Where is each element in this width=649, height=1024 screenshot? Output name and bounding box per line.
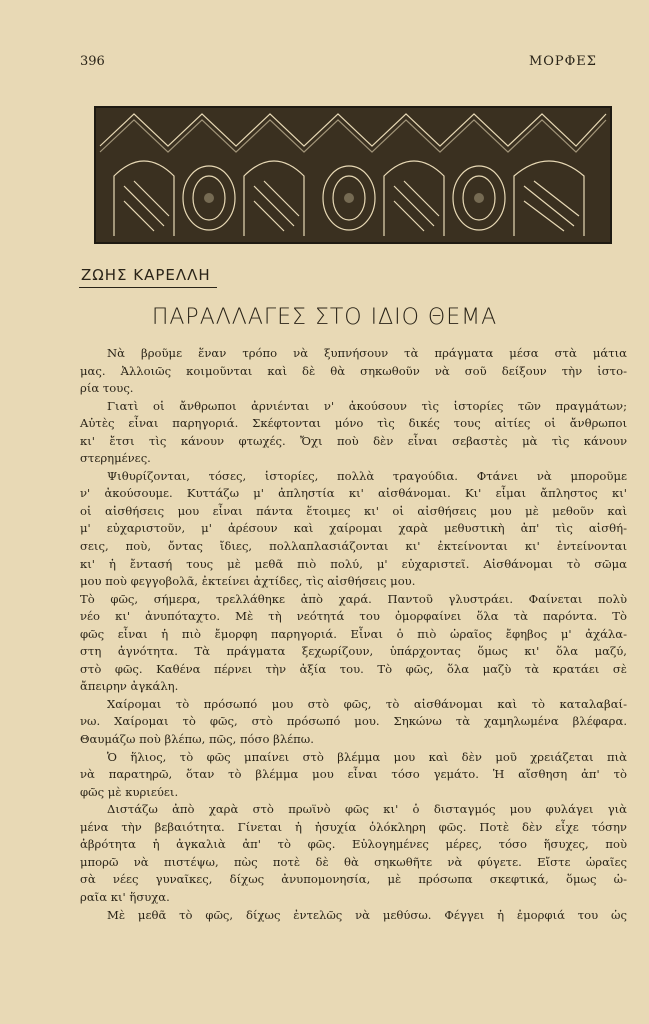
text-line: Γιατὶ οἱ ἄνθρωποι ἀρνιένται ν' ἀκούσουν τὶς ἱστορίες τῶν πραγμάτων; [107,398,627,413]
ornamental-frieze-icon [94,106,612,244]
text-line: νω. Χαίρομαι τὸ φῶς, στὸ πρόσωπό μου. Σηκώνω τὰ χαμηλωμένα βλέφαρα. [80,714,627,729]
text-line: κι' ἡ ἔντασή τους μὲ μεθᾶ πιὸ πολύ, μ' εὐχαριστεῖ. Αἰσθάνομαι τὸ σῶμα [80,556,627,571]
text-line: Αὐτὲς εἶναι παρηγοριά. Σκέφτονται μόνο τὶς δικές τους αἰτίες οἱ ἄνθρωποι [80,416,627,431]
text-line: ἀβρότητα ἡ ἀγκαλιὰ ἀπ' τὸ φῶς. Εὐλογημένες μέρες, τόσο ἥσυχες, ποὺ [80,837,627,852]
text-line: Τὸ φῶς, σήμερα, τρελλάθηκε ἀπὸ χαρά. Παντοῦ γλυστράει. Φαίνεται πολὺ [80,591,627,606]
text-line: ραῖα κι' ἥσυχα. [80,889,170,904]
author-underline [79,287,217,288]
text-line: Θαυμάζω ποὺ βλέπω, πῶς, πόσο βλέπω. [80,732,314,747]
page-number: 396 [80,54,105,69]
text-line: ἄπειρην ἀγκάλη. [80,679,179,694]
text-line: οἱ αἰσθήσεις μου εἶναι πάντα ἕτοιμες κι' οἱ αἰσθήσεις μου μὲ μεθοῦν καὶ [80,503,627,518]
text-line: μ' εὐχαριστοῦν, μ' ἀρέσουν καὶ χαίρομαι χαρὰ μεθυστικὴ ἀπ' τὶς αἰσθή- [80,521,627,536]
text-line: μπορῶ νὰ πιστέψω, πὼς ποτὲ δὲ θὰ σηκωθῆτε νὰ φύγετε. Εἴστε ὡραῖες [80,854,627,869]
text-line: Χαίρομαι τὸ πρόσωπό μου στὸ φῶς, τὸ αἰσθάνομαι καὶ τὸ καταλαβαί- [107,696,627,711]
text-line: ρία τους. [80,381,134,396]
text-line: φῶς μὲ κυριεύει. [80,784,179,799]
text-line: σεις, ποὺ, ὄντας ἴδιες, πολλαπλασιάζονται κι' ἐκτείνονται κι' ἐντείνονται [80,539,627,554]
text-line: κι' ἔτσι τὶς κάνουν φτωχές. Ὄχι ποὺ δὲν εἶναι σεβαστὲς μὰ τὶς κάνουν [80,433,627,448]
text-line: μας. Ἀλλοιῶς κοιμοῦνται καὶ δὲ θὰ σηκωθοῦν νὰ σοῦ δείξουν τὴν ἱστο- [80,363,627,378]
text-line: Μὲ μεθᾶ τὸ φῶς, δίχως ἐντελῶς νὰ μεθύσω. Φέγγει ἡ ἐμορφιά του ὡς [107,907,627,922]
text-line: στη ἀγνότητα. Τὰ πράγματα ξεχωρίζουν, ὑπάρχοντας ὅμως κι' ὅλα μαζύ, [80,644,627,659]
text-line: φῶς εἶναι ἡ πιὸ ἔμορφη παρηγοριά. Εἶναι ὁ πιὸ ὡραῖος ἔφηβος μ' ἀχάλα- [80,626,627,641]
text-line: Διστάζω ἀπὸ χαρὰ στὸ πρωϊνὸ φῶς κι' ὁ δισταγμός μου φυλάγει γιὰ [107,802,627,817]
text-line: σὰ νέες γυναῖκες, δίχως ἀνυπομονησία, μὲ πρόσωπα σκεφτικά, ὅμως ὡ- [80,872,627,887]
text-line: Ψιθυρίζονται, τόσες, ἱστορίες, πολλὰ τραγούδια. Φτάνει νὰ μποροῦμε [107,468,627,483]
text-line: μου ποὺ φεγγοβολᾶ, ἐκτείνει ἀχτίδες, τὶς αἰσθήσεις μου. [80,574,416,589]
text-line: στὸ φῶς. Καθένα πέρνει τὴν ἀξία του. Τὸ φῶς, ὅλα μαζὺ τὰ κρατάει σὲ [80,661,627,676]
text-line: Ὁ ἥλιος, τὸ φῶς μπαίνει στὸ βλέμμα μου καὶ δὲν μοῦ χρειάζεται πιὰ [107,749,627,764]
running-head: ΜΟΡΦΕΣ [528,54,597,69]
text-line: Νὰ βροῦμε ἕναν τρόπο νὰ ξυπνήσουν τὰ πράγματα μέσα στὰ μάτια [107,346,627,360]
text-line: στερημένες. [80,451,151,466]
author-name: ΖΩΗΣ ΚΑΡΕΛΛΗ [81,266,211,284]
article-body [80,345,627,924]
text-line: νὰ παρατηρῶ, ὅταν τὸ βλέμμα μου εἶναι τόσο γεμάτο. Ἡ αἴσθηση ἀπ' τὸ [80,767,627,782]
text-line: ν' ἀκούσουμε. Κυττάζω μ' ἀπληστία κι' αἰσθάνομαι. Κι' εἶμαι ἄπληστος κι' [80,486,627,501]
text-line: νέο κι' ἀνυπόταχτο. Μὲ τὴ νεότητά του ὀμορφαίνει ὅλα τὰ παρόντα. Τὸ [80,609,627,624]
text-line: μένα τὴν βεβαιότητα. Γίνεται ἡ ἡσυχία ὁλόκληρη φῶς. Ποτὲ δὲν εἶχε τόσην [80,819,627,834]
article-title: ΠΑΡΑΛΛΑΓΕΣ ΣΤΟ ΙΔΙΟ ΘΕΜΑ [151,305,498,330]
